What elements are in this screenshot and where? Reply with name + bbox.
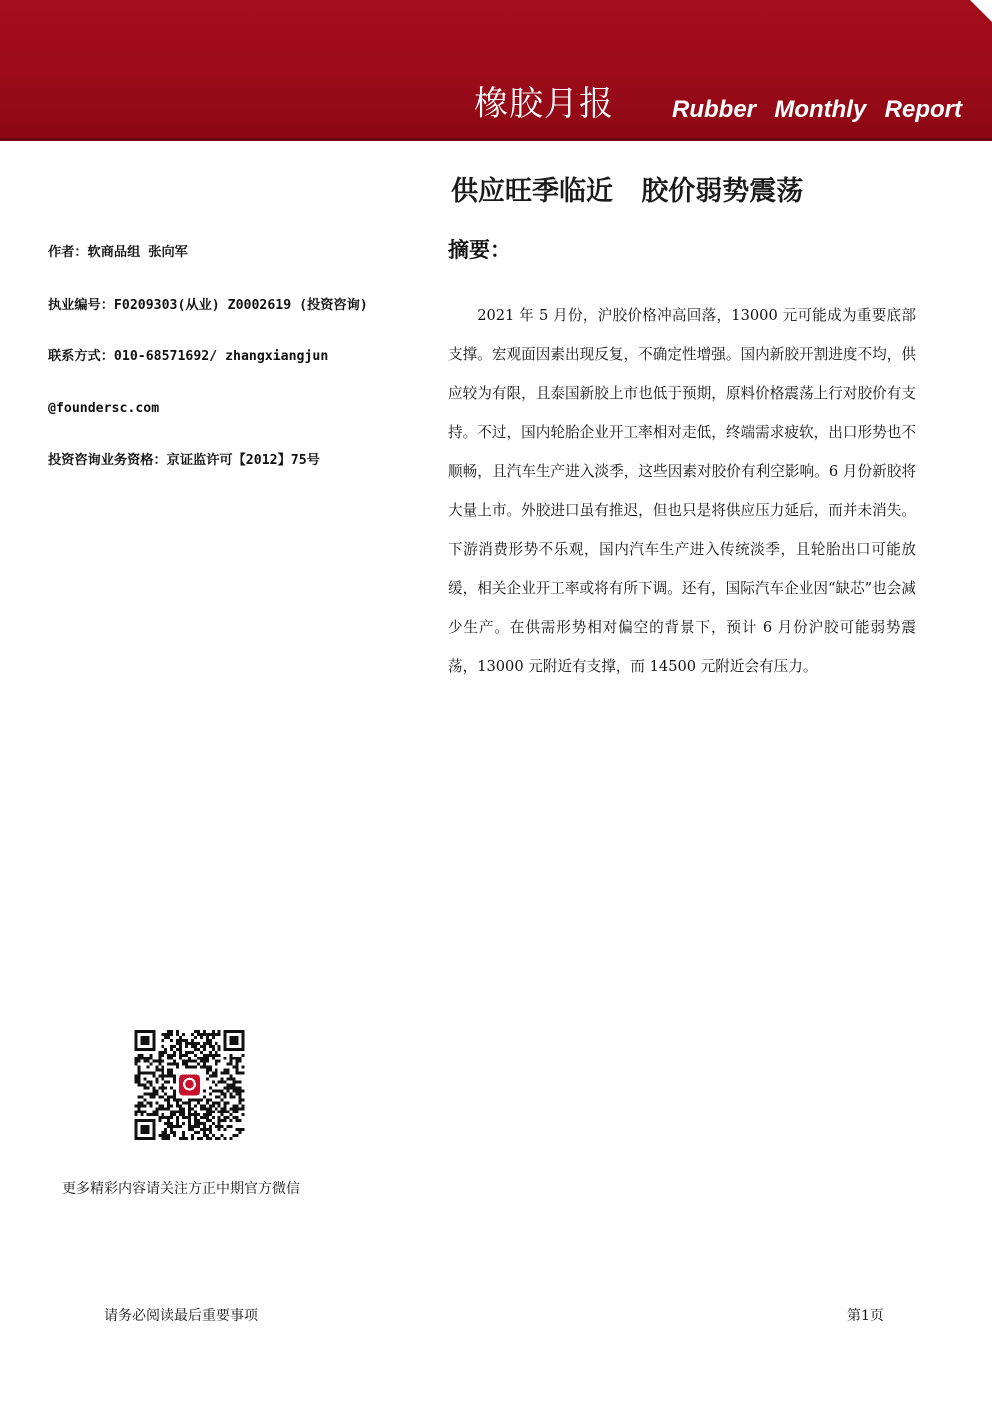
page-number: 第1页 [847, 1308, 884, 1324]
footer-disclaimer-note: 请务必阅读最后重要事项 [104, 1308, 258, 1324]
wechat-qr-code-icon [134, 1030, 245, 1140]
contact-line: 联系方式：010-68571692/ zhangxiangjun [48, 349, 329, 364]
page-corner-fold [970, 0, 992, 22]
abstract-heading: 摘要： [448, 238, 511, 262]
report-main-title: 供应旺季临近 胶价弱势震荡 [451, 176, 804, 207]
abstract-body: 2021 年 5 月份，沪胶价格冲高回落，13000 元可能成为重要底部支撑。宏观面因素出现反复，不确定性增强。国内新胶开割进度不均，供应较为有限，且泰国新胶上市也低于预期，原料价格震荡上行对胶价有支持。不过，国内轮胎企业开工率相对走低，终端需求疲软，出口形势也不顺畅，且汽车生产进入淡季，这些因素对胶价有利空影响。6 月份新胶将大量上市。外胶进口虽有推迟，但也只是将供应压力延后，而并未消失。下游消费形势不乐观，国内汽车生产进入传统淡季，且轮胎出口可能放缓，相关企业开工率或将有所下调。还有，国际汽车企业因“缺芯”也会减少生产。在供需形势相对偏空的背景下，预计 6 月份沪胶可能弱势震荡，13000 元附近有支撑，而 14500 元附近会有压力。 [448, 307, 916, 675]
report-title-english [672, 94, 962, 126]
report-title-word-rubber: Rubber [672, 96, 756, 123]
email-line: @foundersc.com [48, 401, 160, 416]
report-title-chinese: 橡胶月报 [474, 84, 614, 124]
author-line: 作者：软商品组 张向军 [48, 245, 188, 260]
license-number-line: 执业编号：F0209303(从业) Z0002619 (投资咨询) [48, 298, 368, 313]
qualification-line: 投资咨询业务资格：京证监许可【2012】75号 [48, 453, 320, 468]
report-header-banner [0, 0, 992, 141]
qr-center-logo [179, 1075, 200, 1096]
report-title-word-monthly: Monthly [774, 96, 867, 123]
qr-caption: 更多精彩内容请关注方正中期官方微信 [62, 1181, 300, 1197]
report-title-word-report: Report [884, 96, 962, 123]
